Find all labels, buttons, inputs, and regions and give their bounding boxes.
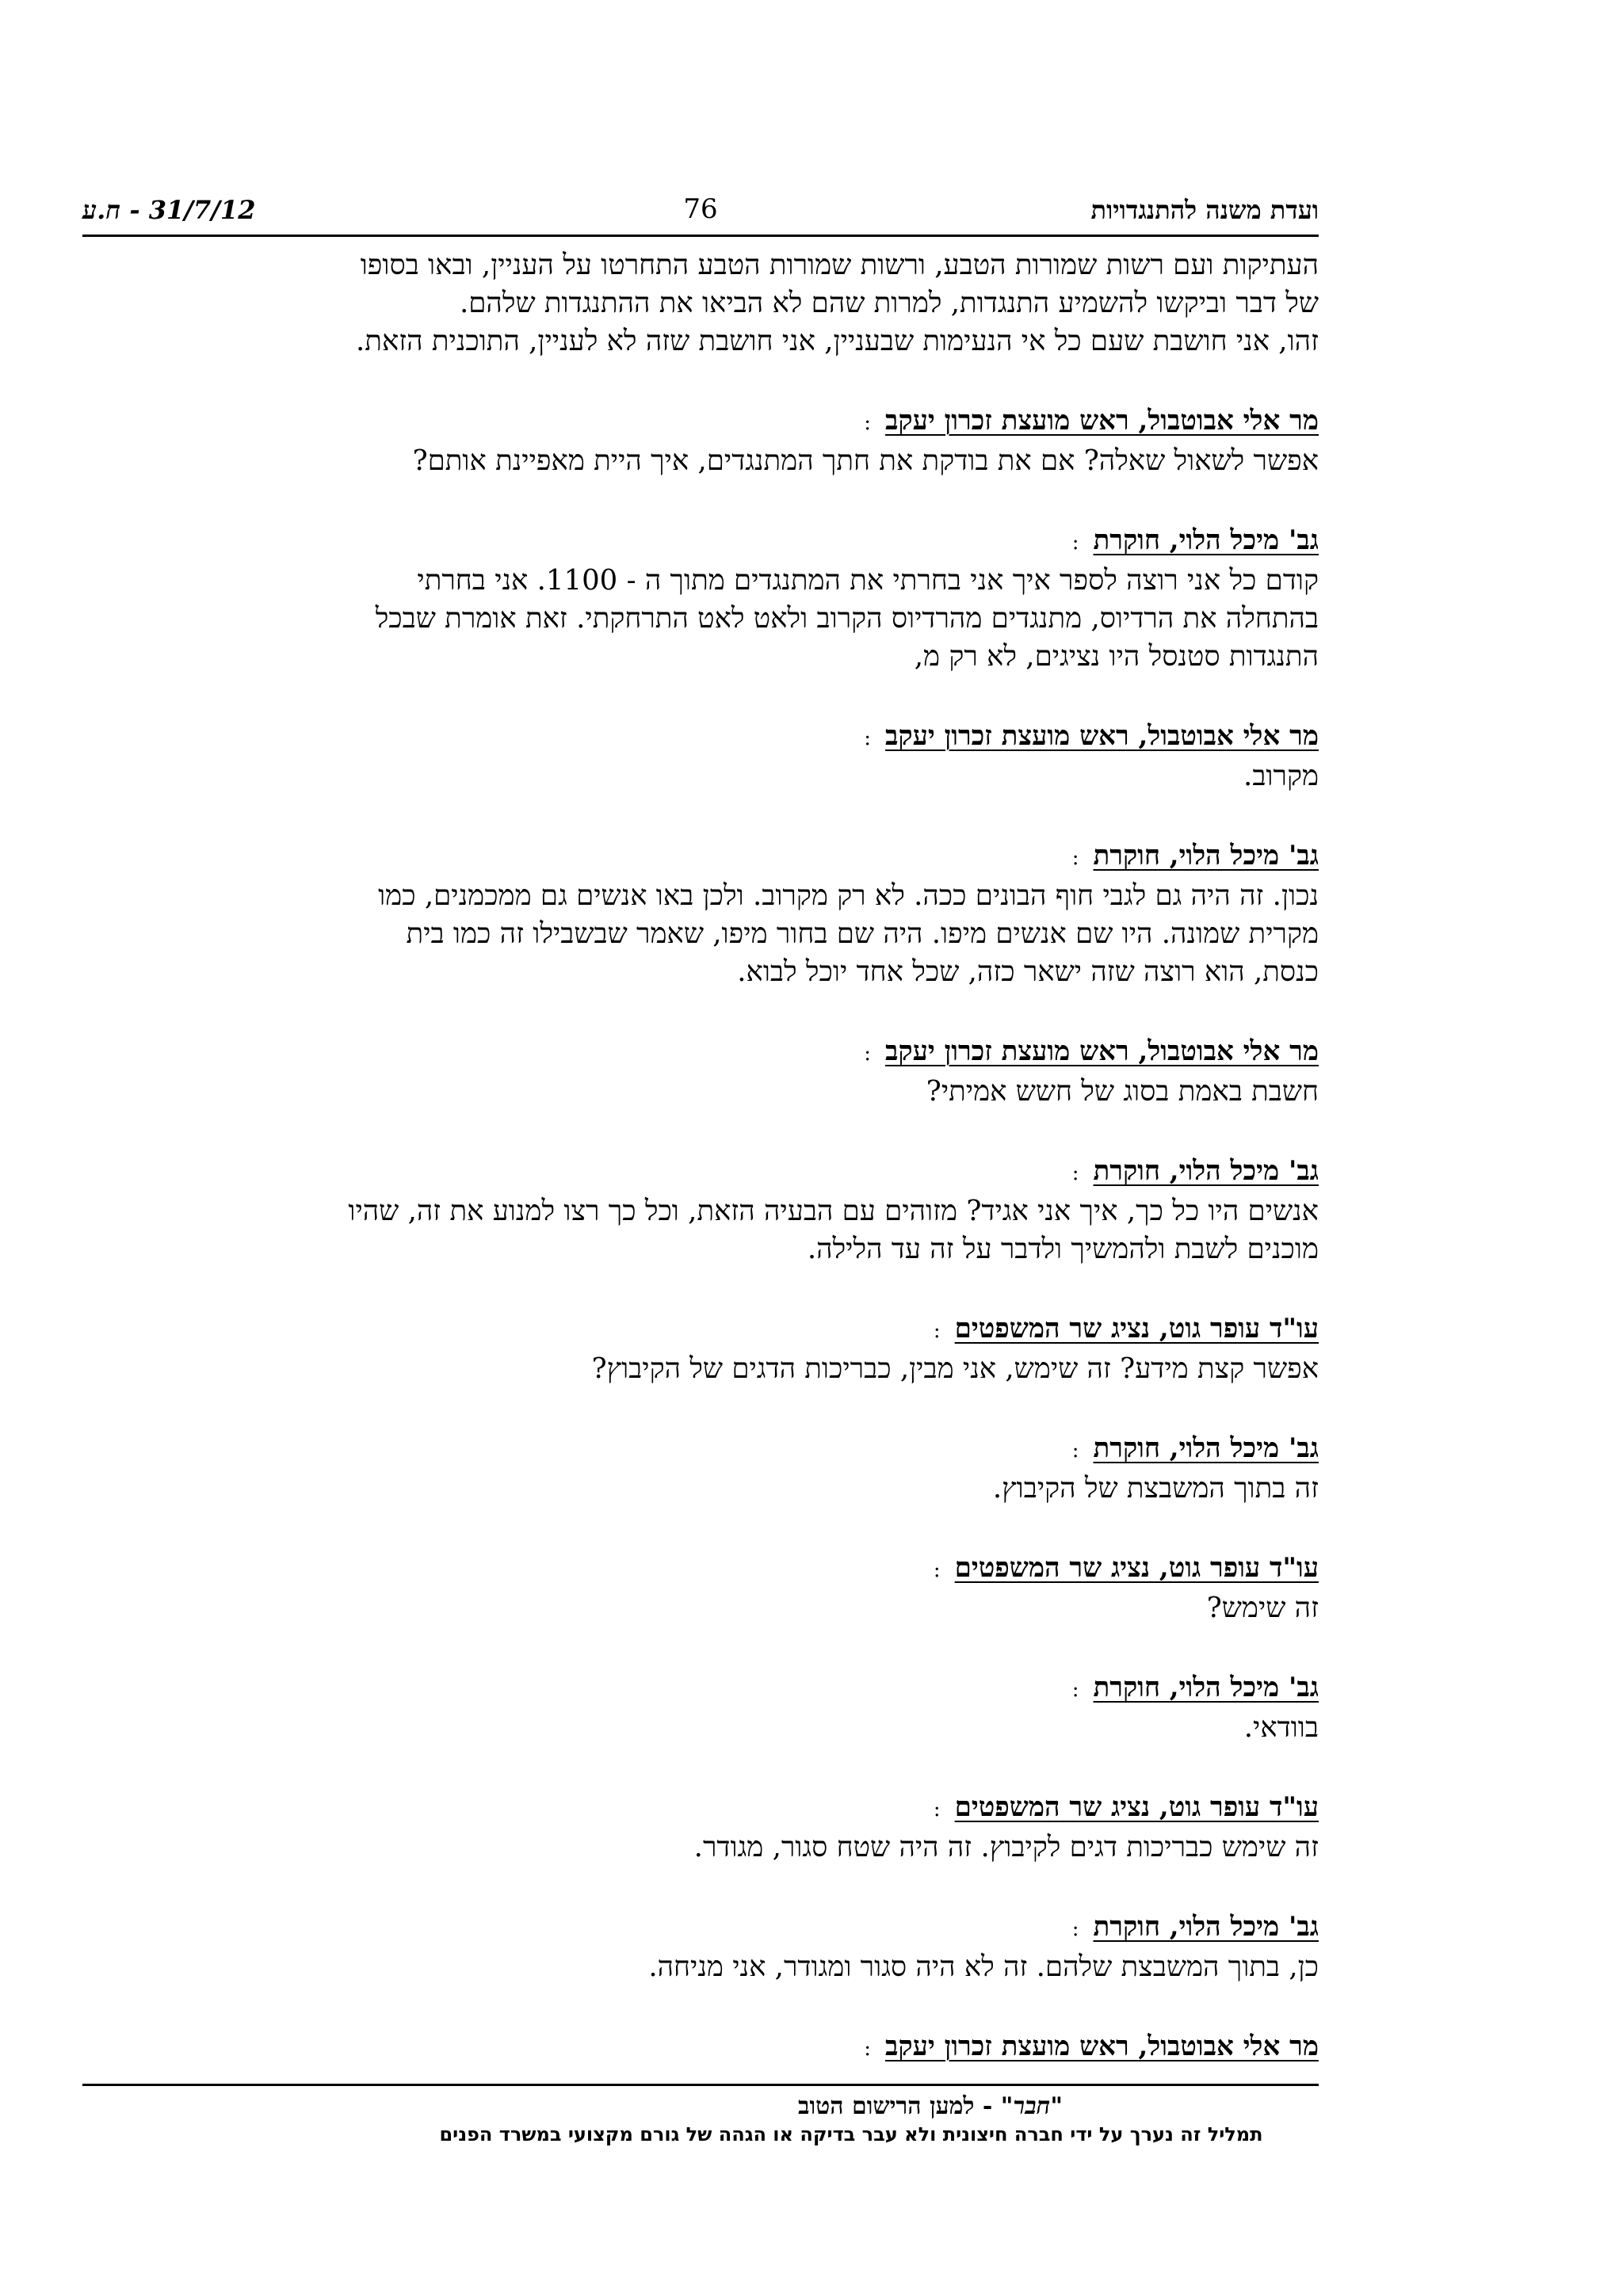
page-footer <box>82 2084 1319 2145</box>
speech-text <box>82 1948 1319 1986</box>
committee-title: ועדת משנה להתנגדויות <box>1090 195 1319 225</box>
exchange-block <box>82 1429 1319 1508</box>
page-number: 76 <box>683 193 718 225</box>
speech-text <box>82 442 1319 480</box>
exchange-block <box>82 1032 1319 1111</box>
speaker-heading <box>82 1032 1319 1073</box>
text-line: זה שימש כבריכות דגים לקיבוץ. זה היה שטח סגור, מגודר. <box>693 1831 1319 1863</box>
speaker-colon: : <box>1071 1917 1079 1941</box>
speech-text <box>82 1350 1319 1388</box>
speaker-name: מר אלי אבוטבול, ראש מועצת זכרון יעקב <box>885 720 1319 752</box>
exchange-block <box>82 1152 1319 1268</box>
speaker-heading <box>82 1310 1319 1350</box>
speaker-heading <box>82 1788 1319 1829</box>
text-line: אפשר קצת מידע? זה שימש, אני מבין, כבריכות הדגים של הקיבוץ? <box>591 1352 1319 1385</box>
page-header <box>82 187 1319 237</box>
text-line: זה בתוך המשבצת של הקיבוץ. <box>992 1472 1319 1505</box>
exchange-block <box>82 521 1319 676</box>
footer-brand <box>312 2092 1549 2120</box>
speech-text <box>82 877 1319 991</box>
transcript-body <box>82 246 1319 2068</box>
exchanges-list <box>82 402 1319 2068</box>
speaker-name: גב' מיכל הלוי, חוקרת <box>1093 1432 1319 1464</box>
speaker-colon: : <box>933 1558 941 1582</box>
footer-disclaimer: תמליל זה נערך על ידי חברה חיצונית ולא עבר בדיקה או הגהה של גורם מקצועי במשרד הפנים <box>439 2123 1263 2145</box>
speech-text <box>82 562 1319 676</box>
speaker-heading <box>82 1429 1319 1470</box>
speech-text <box>82 1829 1319 1867</box>
speaker-name: גב' מיכל הלוי, חוקרת <box>1093 1911 1319 1943</box>
speaker-name: גב' מיכל הלוי, חוקרת <box>1093 524 1319 556</box>
speaker-name: גב' מיכל הלוי, חוקרת <box>1093 1672 1319 1703</box>
speaker-name: מר אלי אבוטבול, ראש מועצת זכרון יעקב <box>885 405 1319 437</box>
exchange-block <box>82 1549 1319 1627</box>
speaker-heading <box>82 1549 1319 1589</box>
text-line: אפשר לשאול שאלה? אם את בודקת את חתך המתנגדים, איך היית מאפיינת אותם? <box>412 444 1319 477</box>
speaker-name: עו"ד עופר גוט, נציג שר המשפטים <box>954 1313 1319 1344</box>
text-line: התנגדות סטנסל היו נציגים, לא רק מ, <box>914 640 1319 673</box>
speech-text <box>82 1589 1319 1627</box>
exchange-block <box>82 1669 1319 1747</box>
text-line: קודם כל אני רוצה לספר איך אני בחרתי את המתנגדים מתוך ה - 1100. אני בחרתי <box>417 564 1319 597</box>
speaker-colon: : <box>933 1319 941 1343</box>
exchange-block <box>82 402 1319 480</box>
text-line: מקרית שמונה. היו שם אנשים מיפו. היה שם בחור מיפו, שאמר שבשבילו זה כמו בית <box>406 917 1319 950</box>
exchange-block <box>82 1788 1319 1867</box>
speaker-name: גב' מיכל הלוי, חוקרת <box>1093 840 1319 871</box>
exchange-block <box>82 1310 1319 1388</box>
speaker-colon: : <box>864 727 872 750</box>
speaker-colon: : <box>1071 1161 1079 1185</box>
speaker-colon: : <box>933 1798 941 1821</box>
speaker-heading <box>82 1669 1319 1709</box>
speech-text <box>82 1470 1319 1508</box>
text-line: כן, בתוך המשבצת שלהם. זה לא היה סגור ומגודר, אני מניחה. <box>648 1951 1319 1983</box>
speaker-heading <box>82 2027 1319 2068</box>
text-line: מקרוב. <box>1243 760 1319 792</box>
speaker-name: מר אלי אבוטבול, ראש מועצת זכרון יעקב <box>885 2031 1319 2062</box>
speech-text <box>82 1073 1319 1111</box>
speaker-heading <box>82 1152 1319 1192</box>
text-line: של דבר וביקשו להשמיע התנגדות, למרות שהם לא הביאו את ההתנגדות שלהם. <box>460 287 1319 319</box>
brand-slogan: - למען הרישום הטוב <box>798 2092 1001 2120</box>
speaker-colon: : <box>864 1042 872 1066</box>
opening-paragraph <box>82 246 1319 360</box>
text-line: מוכנים לשבת ולהמשיך ולדבר על זה עד הלילה. <box>807 1233 1319 1265</box>
speaker-colon: : <box>864 2037 872 2061</box>
text-line: בהתחלה את הרדיוס, מתנגדים מהרדיוס הקרוב ולאט לאט התרחקתי. זאת אומרת שבכל <box>375 602 1319 635</box>
text-line: העתיקות ועם רשות שמורות הטבע, ורשות שמורות הטבע התחרטו על העניין, ובאו בסופו <box>360 249 1319 281</box>
speech-text <box>82 1709 1319 1747</box>
exchange-block <box>82 2027 1319 2068</box>
text-line: אנשים היו כל כך, איך אני אגיד? מזוהים עם הבעיה הזאת, וכל כך רצו למנוע את זה, שהיו <box>348 1195 1319 1227</box>
speech-text <box>82 1192 1319 1268</box>
exchange-block <box>82 837 1319 991</box>
speaker-heading <box>82 717 1319 757</box>
transcript-page <box>82 187 1319 2068</box>
text-line: חשבת באמת בסוג של חשש אמיתי? <box>926 1075 1319 1108</box>
text-line: נכון. זה היה גם לגבי חוף הבונים ככה. לא רק מקרוב. ולכן באו אנשים גם ממכמנים, כמו <box>378 879 1319 912</box>
exchange-block <box>82 1908 1319 1986</box>
brand-name: "חבר" <box>1000 2092 1063 2120</box>
session-date: 31/7/12 - ח.ע <box>82 195 256 225</box>
speaker-colon: : <box>864 411 872 435</box>
speaker-name: עו"ד עופר גוט, נציג שר המשפטים <box>954 1552 1319 1584</box>
speaker-name: עו"ד עופר גוט, נציג שר המשפטים <box>954 1791 1319 1823</box>
speaker-name: מר אלי אבוטבול, ראש מועצת זכרון יעקב <box>885 1035 1319 1067</box>
text-line: בוודאי. <box>1243 1711 1319 1744</box>
speaker-colon: : <box>1071 846 1079 870</box>
speaker-heading <box>82 837 1319 877</box>
text-line: זה שימש? <box>1206 1592 1319 1624</box>
speech-text <box>82 757 1319 795</box>
text-line: זהו, אני חושבת שעם כל אי הנעימות שבעניין, אני חושבת שזה לא לעניין, התוכנית הזאת. <box>356 325 1319 357</box>
speaker-colon: : <box>1071 1439 1079 1463</box>
speaker-name: גב' מיכל הלוי, חוקרת <box>1093 1155 1319 1187</box>
exchange-block <box>82 717 1319 795</box>
speaker-colon: : <box>1071 1678 1079 1702</box>
speaker-colon: : <box>1071 531 1079 555</box>
speaker-heading <box>82 1908 1319 1948</box>
text-line: כנסת, הוא רוצה שזה ישאר כזה, שכל אחד יוכל לבוא. <box>737 955 1319 988</box>
speaker-heading <box>82 521 1319 562</box>
speaker-heading <box>82 402 1319 442</box>
